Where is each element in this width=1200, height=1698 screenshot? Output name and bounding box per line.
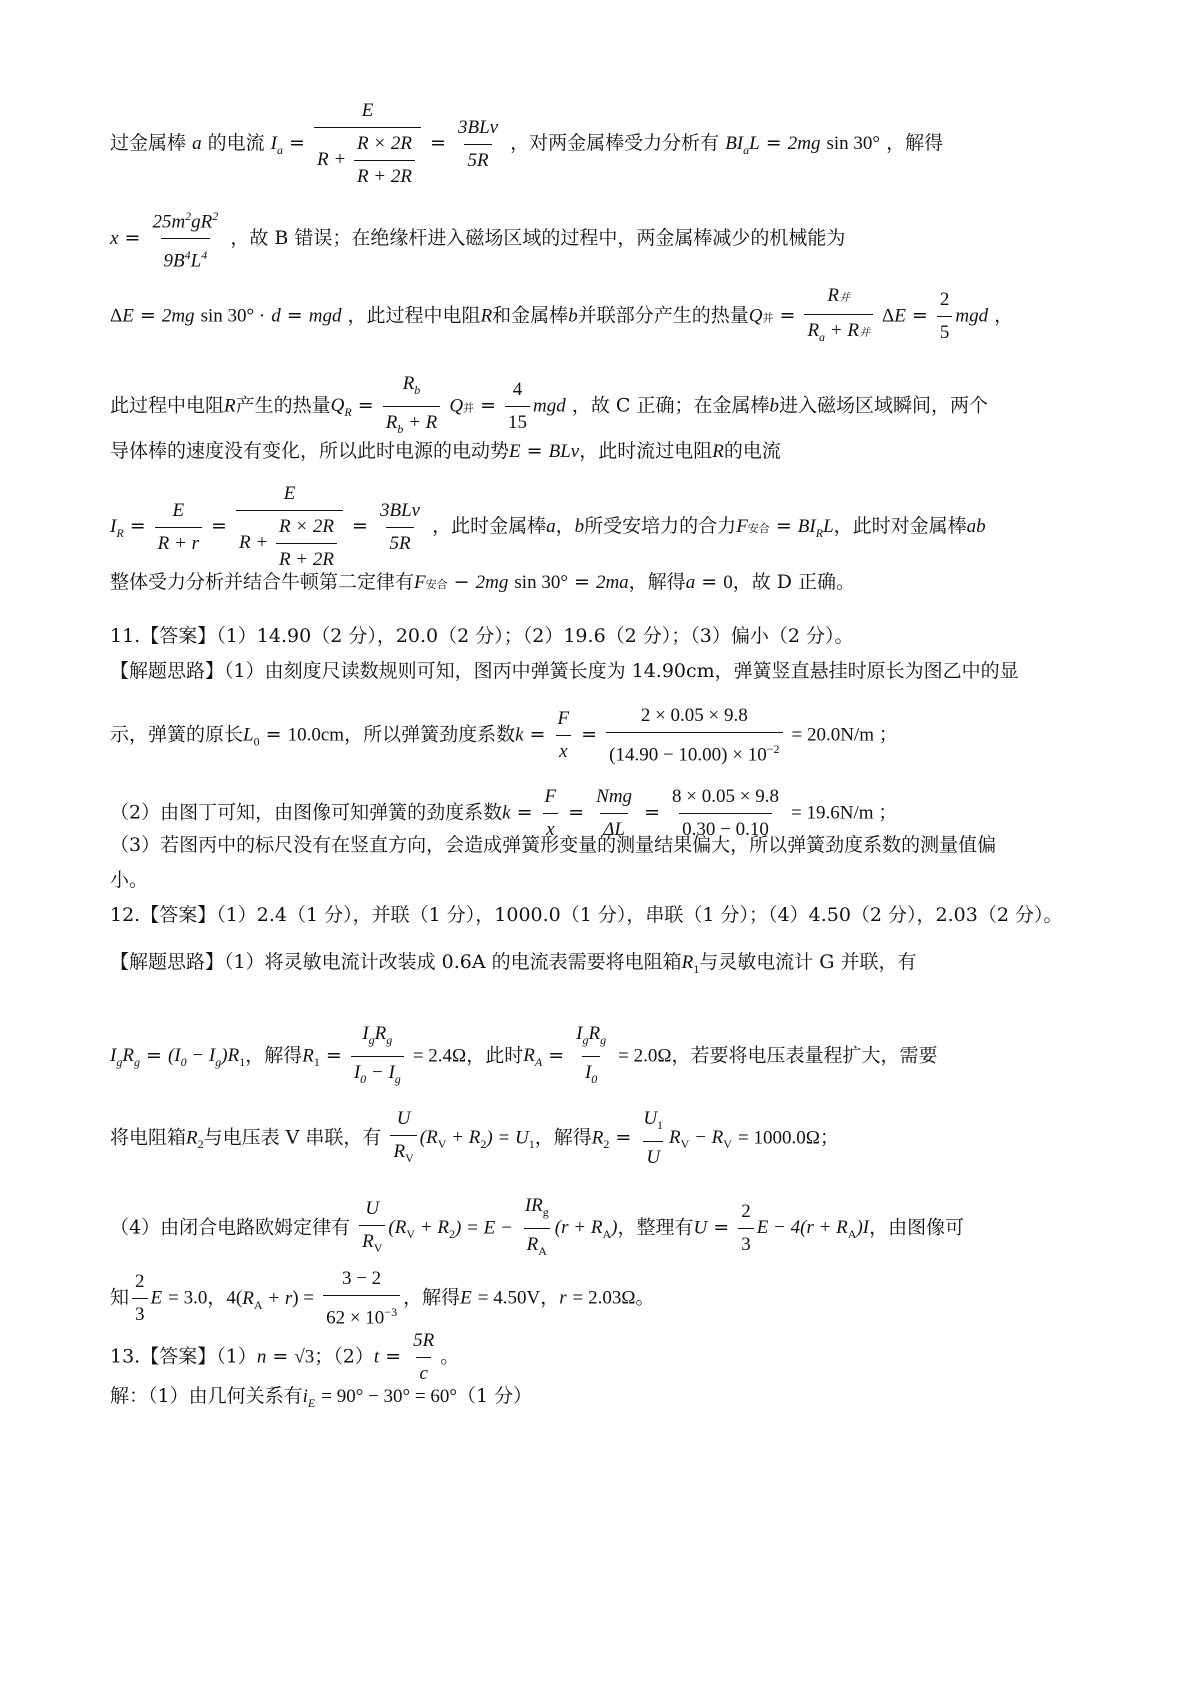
- text: ，: [540, 1286, 560, 1309]
- text: （4）由闭合电路欧姆定律有: [110, 1216, 351, 1239]
- line-7: 整体受力分析并结合牛顿第二定律有F安合 − 2mg sin 30° = 2ma，解得a = 0，故 D 正确。: [110, 571, 856, 593]
- text: ，整理有: [617, 1216, 694, 1239]
- text: ，所以弹簧劲度系数: [344, 723, 516, 746]
- text: ，: [994, 304, 1014, 327]
- q11-solution-4: （3）若图丙中的标尺没有在竖直方向，会造成弹簧形变量的测量结果偏大，所以弹簧劲度系数的测量值偏: [110, 834, 997, 856]
- q12-solution-3: 将电阻箱$R_2$与电压表 V 串联，有 $\frac{U}{R_V}$ $(R_V + R_2) = U_1$，解得$R_2$ = $\frac{U_1}{U}$ $R_V - R_V = 1000.0\Omega$；: [110, 1105, 1130, 1172]
- text: ，故 D 正确。: [732, 571, 856, 593]
- text: 产生的热量: [235, 394, 331, 417]
- text: ，解得: [534, 1126, 592, 1149]
- text: ，故 B 错误；在绝缘杆进入磁场区域的过程中，两金属棒减少的机械能为: [230, 226, 846, 249]
- text: ，解得: [245, 1044, 303, 1067]
- text: ，此过程中电阻: [347, 304, 481, 327]
- text: ，解得: [886, 132, 944, 154]
- line-2: x = $\frac{25m^2gR^2}{9B^4L^4}$ ，故 B 错误；在绝缘杆进入磁场区域的过程中，两金属棒减少的机械能为: [110, 202, 1130, 276]
- q11-answer: 11.【答案】（1）14.90（2 分），20.0（2 分）；（2）19.6（2 分）；（3）偏小（2 分）。: [110, 625, 854, 647]
- text: 与电压表 V 串联，有: [203, 1126, 382, 1149]
- text: 整体受力分析并结合牛顿第二定律有: [110, 571, 415, 593]
- line-1: 过金属棒 a 的电流 $I_a$ = E R + $\frac{R \times 2R}{R + 2R}$ = $\frac{\text{3BLv}}{5R}$ ，对两金属棒受力分析有 $BI_aL = 2mg$ sin 30° ，解得: [110, 97, 1130, 191]
- text: ，解得: [628, 571, 686, 593]
- text: 此过程中电阻: [110, 394, 225, 417]
- fraction: E R + $\frac{R \times 2R}{R + 2R}$: [314, 97, 421, 191]
- line-5: 导体棒的速度没有变化，所以此时电源的电动势E = BLv，此时流过电阻R的电流: [110, 440, 781, 462]
- text: 。: [440, 1345, 460, 1368]
- text: 的电流: [207, 132, 265, 154]
- q11-solution-3: （2）由图丁可知，由图像可知弹簧的劲度系数k = $\frac{F}{x}$ = $\frac{\text{Nmg}}{\Delta L}$ = $\frac{8 \times 0.05 \times 9.8}{0.30 - 0.10}$ = 19.6N/m ；: [110, 783, 1130, 844]
- text: ，对两金属棒受力分析有: [510, 132, 720, 154]
- text: 过金属棒: [110, 132, 187, 154]
- text: 13.【答案】（1）: [110, 1345, 257, 1368]
- text: ，: [207, 1286, 227, 1309]
- text: 将电阻箱: [110, 1126, 187, 1149]
- text: 和金属棒: [492, 304, 569, 327]
- text: ，此时: [466, 1044, 524, 1067]
- line-3: ΔE = 2mg sin 30° · d = mgd ，此过程中电阻R和金属棒b并联部分产生的热量Q并 = $\frac{\text{R并}}{R_a + R并}$ ΔE = $\frac{2}{5}$ mgd ，: [110, 282, 1130, 351]
- text: ，此时流过电阻: [579, 440, 713, 462]
- q12-solution-2: $I_gR_g = (I_0 - I_g)R_1$，解得$R_1$ = $\frac{I_gR_g}{I_0 - I_g}$ = 2.4Ω，此时$R_A$ = $\frac{I_gR_g}{I_0}$ = 2.0Ω，若要将电压表量程扩大，需要: [110, 1020, 1130, 1093]
- text: 进入磁场区域瞬间，两个: [778, 394, 988, 417]
- q13-answer: 13.【答案】（1）n = √3；（2）t = $\frac{5R}{c}$ 。: [110, 1327, 1130, 1388]
- text: 所受安培力的合力: [584, 515, 737, 537]
- text: ，此时对金属棒: [833, 515, 967, 537]
- text: ，由图像可: [869, 1216, 965, 1239]
- q12-solution-4: （4）由闭合电路欧姆定律有 $\frac{U}{R_V}$ $(R_V + R_2) = E$ − $\frac{IR_g}{R_A}$ $(r + R_A)$，整理有U = $\frac{2}{3}$ $E - 4(r + R_A)I$，由图像可: [110, 1192, 1130, 1265]
- text: ；: [819, 1126, 839, 1149]
- text: ，此时金属棒: [432, 515, 547, 537]
- text: 的电流: [723, 440, 781, 462]
- text: 并联部分产生的热量: [577, 304, 749, 327]
- q12-solution-1: 【解题思路】（1）将灵敏电流计改装成 0.6A 的电流表需要将电阻箱$R_1$与灵敏电流计 G 并联，有: [110, 951, 917, 976]
- text: 示，弹簧的原长: [110, 723, 244, 746]
- text: 【解题思路】（1）将灵敏电流计改装成 0.6A 的电流表需要将电阻箱: [110, 951, 682, 973]
- q11-solution-5: 小。: [110, 869, 149, 891]
- line-6: $I_R$ = $\frac{E}{R + r}$ = E R + $\frac{R \times 2R}{R + 2R}$ = $\frac{\text{3BLv}}{5R}$ ，此时金属棒a，b所受安培力的合力F安合 = $BI_RL$，此时对金属棒ab: [110, 480, 1130, 574]
- text: （2）由图丁可知，由图像可知弹簧的劲度系数: [110, 801, 503, 824]
- text: 导体棒的速度没有变化，所以此时电源的电动势: [110, 440, 510, 462]
- q11-solution-2: 示，弹簧的原长$L_0 = 10.0cm$，所以弹簧劲度系数k = $\frac{F}{x}$ = $\frac{2 \times 0.05 \times 9.8}{(14.90 - 10.00) \times 10^{-2}}$ = 20.0N/m ；: [110, 702, 1130, 769]
- q12-solution-5: 知 $\frac{2}{3}$ E = 3.0，$4(R_A + r)$ = $\frac{3 - 2}{62 \times 10^{-3}}$ ，解得E = 4.50V，r = 2.03Ω。: [110, 1265, 1130, 1332]
- text: （1 分）: [456, 1385, 533, 1407]
- text: 与灵敏电流计 G 并联，有: [699, 951, 917, 973]
- text: 。: [635, 1286, 655, 1309]
- text: ，解得: [403, 1286, 461, 1309]
- text: 解：（1）由几何关系有: [110, 1385, 303, 1407]
- q11-solution-1: 【解题思路】（1）由刻度尺读数规则可知，图丙中弹簧长度为 14.90cm，弹簧竖直悬挂时原长为图乙中的显: [110, 660, 1019, 682]
- text: 知: [110, 1286, 130, 1309]
- text: ；（2）: [314, 1345, 374, 1368]
- text: ，: [555, 515, 575, 537]
- q13-solution: 解：（1）由几何关系有$i_E = 90^\circ - 30^\circ = 60^\circ(1$ 分）: [110, 1385, 533, 1410]
- q12-answer: 12.【答案】（1）2.4（1 分），并联（1 分），1000.0（1 分），串联（1 分）；（4）4.50（2 分），2.03（2 分）。: [110, 904, 1063, 926]
- text: ，若要将电压表量程扩大，需要: [671, 1044, 938, 1067]
- line-4: 此过程中电阻R产生的热量$Q_R$ = $\frac{R_b}{R_b + R}$ Q并 = $\frac{4}{15}$ mgd ，故 C 正确；在金属棒b进入磁场区域瞬间，两个: [110, 370, 1130, 443]
- text: ，故 C 正确；在金属棒: [571, 394, 770, 417]
